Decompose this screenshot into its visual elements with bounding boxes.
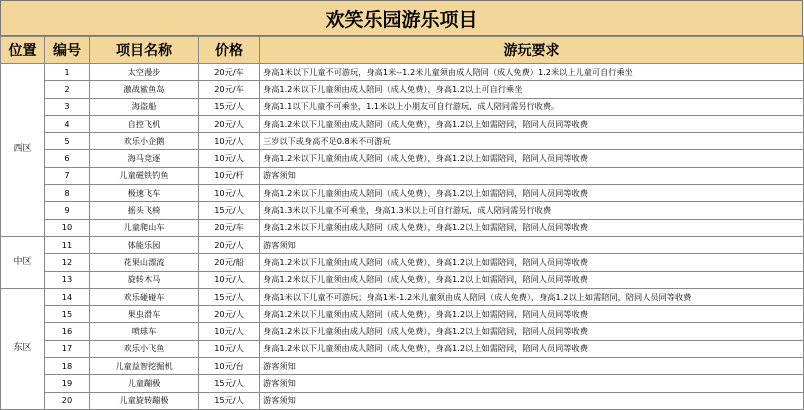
item-number: 14: [45, 288, 90, 305]
table-row: [1, 150, 804, 167]
table-row: [1, 323, 804, 340]
item-price: 15元/人: [199, 392, 260, 409]
item-requirements: 身高1.2米以下儿童须由成人陪同（成人免费），身高1.2以上如需陪同，陪同人员同等收费: [260, 254, 804, 271]
item-number: 1: [45, 64, 90, 81]
item-name: 自控飞机: [90, 115, 199, 132]
item-price: 15元/人: [199, 288, 260, 305]
item-requirements: 身高1.2米以下儿童须由成人陪同（成人免费），身高1.2以上如需陪同，陪同人员同等收费: [260, 271, 804, 288]
table-row: [1, 133, 804, 150]
item-requirements: 游客须知: [260, 375, 804, 392]
table-row: [1, 167, 804, 184]
item-name: 太空漫步: [90, 64, 199, 81]
item-number: 9: [45, 202, 90, 219]
item-requirements: 身高1.2米以下儿童须由成人陪同（成人免费），身高1.2以上可自行乘坐: [260, 81, 804, 98]
item-price: 10元/人: [199, 133, 260, 150]
table-row: [1, 185, 804, 202]
item-name: 儿童磁铁钓鱼: [90, 167, 199, 184]
header-row: [1, 37, 804, 64]
item-requirements: 三岁以下或身高不足0.8米不可游玩: [260, 133, 804, 150]
item-price: 20元/人: [199, 306, 260, 323]
item-number: 15: [45, 306, 90, 323]
item-price: 15元/人: [199, 375, 260, 392]
item-number: 7: [45, 167, 90, 184]
item-price: 20元/车: [199, 81, 260, 98]
item-price: 10元/杆: [199, 167, 260, 184]
item-requirements: 身高1.2米以下儿童须由成人陪同（成人免费），身高1.2以上如需陪同，陪同人员同等收费: [260, 306, 804, 323]
item-number: 10: [45, 219, 90, 236]
item-number: 5: [45, 133, 90, 150]
item-name: 海盗船: [90, 98, 199, 115]
table-row: [1, 271, 804, 288]
item-number: 13: [45, 271, 90, 288]
item-price: 15元/人: [199, 98, 260, 115]
item-requirements: 游客须知: [260, 236, 804, 253]
item-name: 旋转木马: [90, 271, 199, 288]
item-number: 8: [45, 185, 90, 202]
item-requirements: 身高1米以下儿童不可游玩；身高1米-1.2米儿童须由成人陪同（成人免费），身高1.2以上如需陪同，陪同人员同等收费: [260, 288, 804, 305]
item-number: 12: [45, 254, 90, 271]
table-row: [1, 115, 804, 132]
item-name: 激战鲨鱼岛: [90, 81, 199, 98]
item-price: 10元/人: [199, 150, 260, 167]
table-row: [1, 306, 804, 323]
zone-cell: 中区: [1, 236, 45, 288]
item-requirements: 游客须知: [260, 358, 804, 375]
item-name: 极速飞车: [90, 185, 199, 202]
item-name: 儿童蹦极: [90, 375, 199, 392]
item-name: 果虫滑车: [90, 306, 199, 323]
item-number: 3: [45, 98, 90, 115]
item-requirements: 身高1.3米以下儿童不可乘坐，身高1.3米以上可自行游玩，成人陪同需另行收费: [260, 202, 804, 219]
table-row: [1, 98, 804, 115]
item-number: 11: [45, 236, 90, 253]
item-requirements: 身高1米以下儿童不可游玩，身高1米--1.2米儿童须由成人陪同（成人免费）1.2米以上儿童可自行乘坐: [260, 64, 804, 81]
item-name: 欢乐碰碰车: [90, 288, 199, 305]
item-price: 10元/人: [199, 271, 260, 288]
item-number: 18: [45, 358, 90, 375]
item-price: 10元/人: [199, 185, 260, 202]
item-number: 17: [45, 340, 90, 357]
table-row: [1, 375, 804, 392]
item-name: 海马竞逐: [90, 150, 199, 167]
table-row: [1, 64, 804, 81]
item-name: 欢乐小飞鱼: [90, 340, 199, 357]
zone-cell: 西区: [1, 64, 45, 237]
item-price: 10元/台: [199, 358, 260, 375]
item-price: 20元/车: [199, 64, 260, 81]
item-price: 20元/船: [199, 254, 260, 271]
item-price: 10元/人: [199, 323, 260, 340]
page-title: 欢笑乐园游乐项目: [0, 0, 803, 36]
item-number: 6: [45, 150, 90, 167]
item-price: 20元/人: [199, 236, 260, 253]
item-name: 儿童爬山车: [90, 219, 199, 236]
table-body: [1, 64, 804, 410]
item-requirements: 身高1.2米以下儿童须由成人陪同（成人免费），身高1.2以上如需陪同，陪同人员同等收费: [260, 219, 804, 236]
item-price: 15元/人: [199, 202, 260, 219]
item-number: 16: [45, 323, 90, 340]
attractions-table: [0, 36, 804, 410]
item-requirements: 身高1.2米以下儿童须由成人陪同（成人免费），身高1.2以上如需陪同，陪同人员同等收费: [260, 185, 804, 202]
item-name: 欢乐小企鹅: [90, 133, 199, 150]
table-row: [1, 81, 804, 98]
item-name: 花果山漂流: [90, 254, 199, 271]
item-number: 20: [45, 392, 90, 409]
item-name: 体能乐园: [90, 236, 199, 253]
header-number: 编号: [45, 37, 90, 64]
table-row: [1, 219, 804, 236]
item-number: 19: [45, 375, 90, 392]
item-requirements: 身高1.2米以下儿童须由成人陪同（成人免费），身高1.2以上如需陪同，陪同人员同等收费: [260, 323, 804, 340]
item-price: 20元/人: [199, 115, 260, 132]
header-name: 项目名称: [90, 37, 199, 64]
item-price: 10元/人: [199, 340, 260, 357]
item-number: 4: [45, 115, 90, 132]
header-requirements: 游玩要求: [260, 37, 804, 64]
table-row: [1, 340, 804, 357]
zone-cell: 东区: [1, 288, 45, 409]
item-requirements: 身高1.2米以下儿童须由成人陪同（成人免费），身高1.2以上如需陪同，陪同人员同等收费: [260, 115, 804, 132]
item-name: 喷球车: [90, 323, 199, 340]
item-requirements: 游客须知: [260, 392, 804, 409]
item-requirements: 身高1.2米以下儿童须由成人陪同（成人免费），身高1.2以上如需陪同，陪同人员同等收费: [260, 150, 804, 167]
table-row: [1, 358, 804, 375]
table-row: [1, 236, 804, 253]
header-price: 价格: [199, 37, 260, 64]
table-row: [1, 288, 804, 305]
table-row: [1, 202, 804, 219]
item-number: 2: [45, 81, 90, 98]
table-row: [1, 392, 804, 409]
item-requirements: 游客须知: [260, 167, 804, 184]
header-location: 位置: [1, 37, 45, 64]
item-name: 摇头飞椅: [90, 202, 199, 219]
item-name: 儿童旋转蹦极: [90, 392, 199, 409]
item-requirements: 身高1.1以下儿童不可乘坐，1.1米以上小朋友可自行游玩，成人陪同需另行收费。: [260, 98, 804, 115]
table-row: [1, 254, 804, 271]
item-price: 20元/车: [199, 219, 260, 236]
item-requirements: 身高1.2米以下儿童须由成人陪同（成人免费），身高1.2以上如需陪同，陪同人员同等收费: [260, 340, 804, 357]
item-name: 儿童益智挖掘机: [90, 358, 199, 375]
